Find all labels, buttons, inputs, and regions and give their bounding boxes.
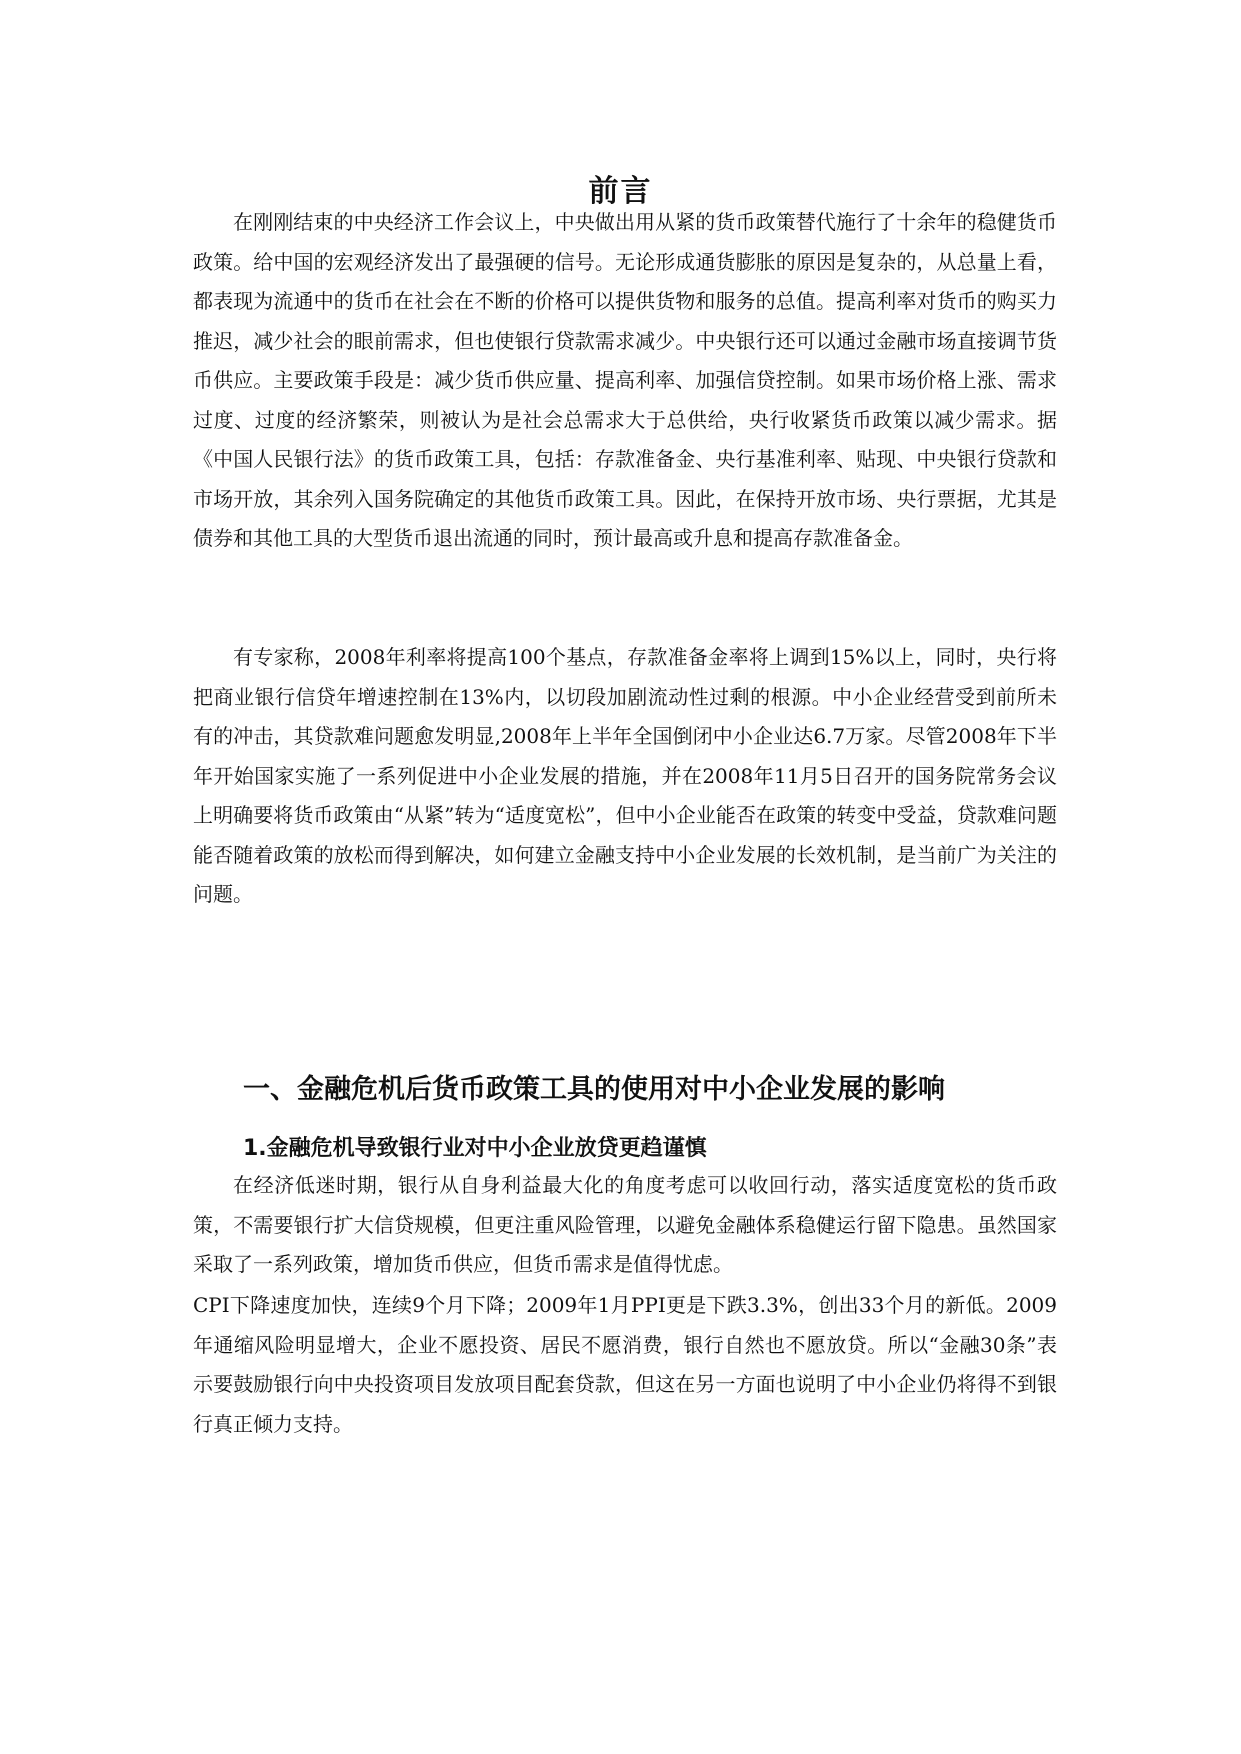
preface-title: 前言 xyxy=(588,174,653,209)
preface-paragraph-2: 有专家称，2008年利率将提高100个基点，存款准备金率将上调到15%以上，同时，央行将把商业银行信贷年增速控制在13%内，以切段加剧流动性过剩的根源。中小企业经营受到前所未有的冲击，其贷款难问题愈发明显,2008年上半年全国倒闭中小企业达6.7万家。尽管2008年下半年开始国家实施了一系列促进中小企业发展的措施，并在2008年11月5日召开的国务院常务会议上明确要将货币政策由“从紧”转为“适度宽松”，但中小企业能否在政策的转变中受益，贷款难问题能否随着政策的放松而得到解决，如何建立金融支持中小企业发展的长效机制，是当前广为关注的问题。 xyxy=(193,645,1057,906)
preface-paragraph-1: 在刚刚结束的中央经济工作会议上，中央做出用从紧的货币政策替代施行了十余年的稳健货币政策。给中国的宏观经济发出了最强硬的信号。无论形成通货膨胀的原因是复杂的，从总量上看，都表现为流通中的货币在社会在不断的价格可以提供货物和服务的总值。提高利率对货币的购买力推迟，减少社会的眼前需求，但也使银行贷款需求减少。中央银行还可以通过金融市场直接调节货币供应。主要政策手段是：减少货币供应量、提高利率、加强信贷控制。如果市场价格上涨、需求过度、过度的经济繁荣，则被认为是社会总需求大于总供给，央行收紧货币政策以减少需求。据《中国人民银行法》的货币政策工具，包括：存款准备金、央行基准利率、贴现、中央银行贷款和市场开放，其余列入国务院确定的其他货币政策工具。因此，在保持开放市场、央行票据，尤其是债券和其他工具的大型货币退出流通的同时，预计最高或升息和提高存款准备金。 xyxy=(193,210,1057,550)
section-heading: 一、金融危机后货币政策工具的使用对中小企业发展的影响 xyxy=(243,1074,945,1105)
subsection-paragraph-2: CPI下降速度加快，连续9个月下降；2009年1月PPI更是下跌3.3%，创出33个月的新低。2009年通缩风险明显增大，企业不愿投资、居民不愿消费，银行自然也不愿放贷。所以“金融30条”表示要鼓励银行向中央投资项目发放项目配套贷款，但这在另一方面也说明了中小企业仍将得不到银行真正倾力支持。 xyxy=(193,1293,1057,1436)
subsection-paragraph-1: 在经济低迷时期，银行从自身利益最大化的角度考虑可以收回行动，落实适度宽松的货币政策，不需要银行扩大信贷规模，但更注重风险管理，以避免金融体系稳健运行留下隐患。虽然国家采取了一系列政策，增加货币供应，但货币需求是值得忧虑。 xyxy=(193,1173,1057,1276)
subsection-heading: 1.金融危机导致银行业对中小企业放贷更趋谨慎 xyxy=(243,1136,707,1161)
